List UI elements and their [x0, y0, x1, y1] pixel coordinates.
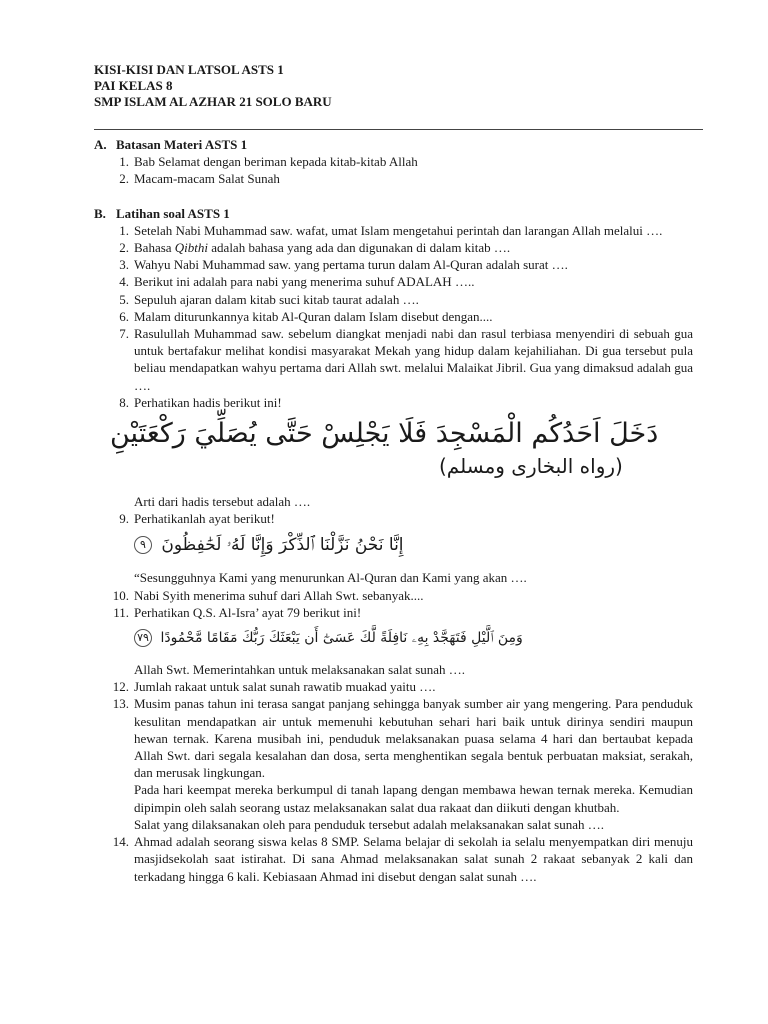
verse-arabic-text: وَمِنَ ٱلَّيْلِ فَتَهَجَّدْ بِهِۦ نَافِلَةً لَّكَ عَسَىٰٓ أَن يَبْعَثَكَ رَبُّكَ مَقَامًا مَّحْمُودًا	[160, 630, 523, 647]
list-item-number: 1.	[119, 154, 129, 170]
question-number: 13.	[112, 696, 129, 712]
question-text: Setelah Nabi Muhammad saw. wafat, umat Islam mengetahui perintah dan larangan Allah melalui ….	[134, 222, 663, 238]
section-b-heading	[94, 205, 693, 222]
header-class: PAI KELAS 8	[94, 78, 173, 93]
section-a-label: A.	[94, 137, 107, 152]
question-8	[94, 394, 693, 411]
question-italic-term: Qibthi	[174, 240, 209, 256]
question-text: Nabi Syith menerima suhuf dari Allah Swt. sebanyak....	[134, 587, 424, 603]
question-number: 4.	[119, 274, 129, 290]
question-9-prompt: “Sesungguhnya Kami yang menurunkan Al-Quran dan Kami yang akan ….	[134, 570, 527, 586]
question-text-after: adalah bahasa yang ada dan digunakan di dalam kitab ….	[208, 240, 511, 256]
section-b-title: Latihan soal ASTS 1	[116, 205, 230, 221]
question-3	[94, 256, 693, 273]
question-text: Jumlah rakaat untuk salat sunah rawatib muakad yaitu ….	[134, 679, 436, 695]
quran-verse-al-isra-79	[94, 625, 693, 651]
question-text: Ahmad adalah seorang siswa kelas 8 SMP. Selama belajar di sekolah ia selalu menyempatkan diri menuju masjidsekolah saat istirahat. Di sana Ahmad melaksanakan salat sunah 2 rakaat sebanyak 2 kali dan terkadang hingga 6 kali. Kebiasaan Ahmad ini disebut dengan salat sunah ….	[134, 834, 693, 884]
section-a-heading	[94, 136, 693, 153]
question-number: 3.	[119, 257, 129, 273]
question-13	[94, 695, 693, 781]
question-text: Perhatikan hadis berikut ini!	[134, 394, 282, 410]
question-text: Perhatikan Q.S. Al-Isra’ ayat 79 berikut ini!	[134, 604, 362, 620]
list-item	[94, 153, 693, 170]
question-number: 11.	[113, 604, 129, 620]
question-text: Berikut ini adalah para nabi yang menerima suhuf ADALAH …..	[134, 274, 475, 290]
question-number: 7.	[119, 326, 129, 342]
hadith-source: (رواه البخارى ومسلم)	[439, 454, 623, 479]
quran-verse-al-hijr	[94, 530, 693, 560]
question-number: 1.	[119, 222, 129, 238]
question-2	[94, 239, 693, 256]
hadith-arabic-text: دَخَلَ اَحَدُكُم الْمَسْجِدَ فَلَا يَجْلِسْ حَتَّى يُصَلِّيَ رَكْعَتَيْنِ	[110, 418, 659, 450]
question-number: 12.	[112, 679, 129, 695]
header-title: KISI-KISI DAN LATSOL ASTS 1	[94, 62, 284, 77]
question-text: Malam diturunkannya kitab Al-Quran dalam Islam disebut dengan....	[134, 308, 493, 324]
question-8-prompt: Arti dari hadis tersebut adalah ….	[134, 494, 311, 510]
question-text: Sepuluh ajaran dalam kitab suci kitab taurat adalah ….	[134, 291, 419, 307]
question-10	[94, 587, 693, 604]
verse-number-icon: ٩	[134, 536, 152, 554]
question-14	[94, 833, 693, 885]
header-school: SMP ISLAM AL AZHAR 21 SOLO BARU	[94, 94, 332, 109]
question-13-prompt: Salat yang dilaksanakan oleh para penduduk tersebut adalah melaksanakan salat sunah ….	[134, 816, 605, 832]
question-6	[94, 308, 693, 325]
question-11	[94, 604, 693, 621]
list-item-text: Bab Selamat dengan beriman kepada kitab-kitab Allah	[134, 154, 418, 170]
question-number: 6.	[119, 308, 129, 324]
question-11-prompt: Allah Swt. Memerintahkan untuk melaksanakan salat sunah ….	[134, 662, 466, 678]
section-b-label: B.	[94, 205, 106, 221]
header-divider	[94, 129, 703, 130]
question-13-paragraph-2: Pada hari keempat mereka berkumpul di tanah lapang dengan membawa hewan ternak mereka. Kemudian dipimpin oleh salah seorang ustaz melaksanakan salat dua rakaat dan diikuti dengan khutbah.	[134, 782, 693, 815]
question-7	[94, 325, 693, 394]
question-text: Rasulullah Muhammad saw. sebelum diangkat menjadi nabi dan rasul terbiasa menyendiri di sebuah gua untuk bertafakur melihat kondisi masyarakat Mekah yang hidup dalam kejahiliahan. Di gua tersebut pula beliau mendapatkan wahyu pertama dari Allah swt. melalui Malaikat Jibril. Gua yang dimaksud adalah gua ….	[134, 326, 693, 393]
question-5	[94, 291, 693, 308]
question-text: Musim panas tahun ini terasa sangat panjang sehingga banyak sumber air yang mengering. Para penduduk kesulitan mendapatkan air untuk memenuhi kebutuhan sehari hari baik untuk dirinya sendiri maupun hewan ternak. Karena musibah ini, penduduk melaksanakan puasa selama 4 hari dan bertaubat kepada Allah Swt. dari segala kesalahan dan dosa, serta menghentikan segala bentuk perbuatan maksiat, serakah, dan merusak lingkungan.	[134, 696, 693, 781]
question-text-before: Bahasa	[134, 240, 175, 256]
question-9	[94, 510, 693, 527]
document-header	[94, 62, 332, 110]
question-number: 8.	[119, 394, 129, 410]
question-number: 14.	[112, 834, 129, 850]
question-text	[134, 239, 693, 256]
question-number: 2.	[119, 240, 129, 256]
question-4	[94, 273, 693, 290]
question-12	[94, 678, 693, 695]
verse-number-icon: ٧٩	[134, 629, 152, 647]
question-1	[94, 222, 693, 239]
list-item-text: Macam-macam Salat Sunah	[134, 171, 280, 187]
question-text: Wahyu Nabi Muhammad saw. yang pertama turun dalam Al-Quran adalah surat ….	[134, 257, 568, 273]
document-body	[94, 136, 693, 885]
question-number: 5.	[119, 291, 129, 307]
list-item	[94, 170, 693, 187]
question-number: 10.	[112, 587, 129, 603]
list-item-number: 2.	[119, 171, 129, 187]
question-number: 9.	[119, 511, 129, 527]
section-a-title: Batasan Materi ASTS 1	[116, 137, 248, 152]
question-text: Perhatikanlah ayat berikut!	[134, 511, 275, 527]
verse-arabic-text: إِنَّا نَحْنُ نَزَّلْنَا ٱلذِّكْرَ وَإِنَّا لَهُۥ لَحَٰفِظُونَ	[161, 535, 404, 556]
